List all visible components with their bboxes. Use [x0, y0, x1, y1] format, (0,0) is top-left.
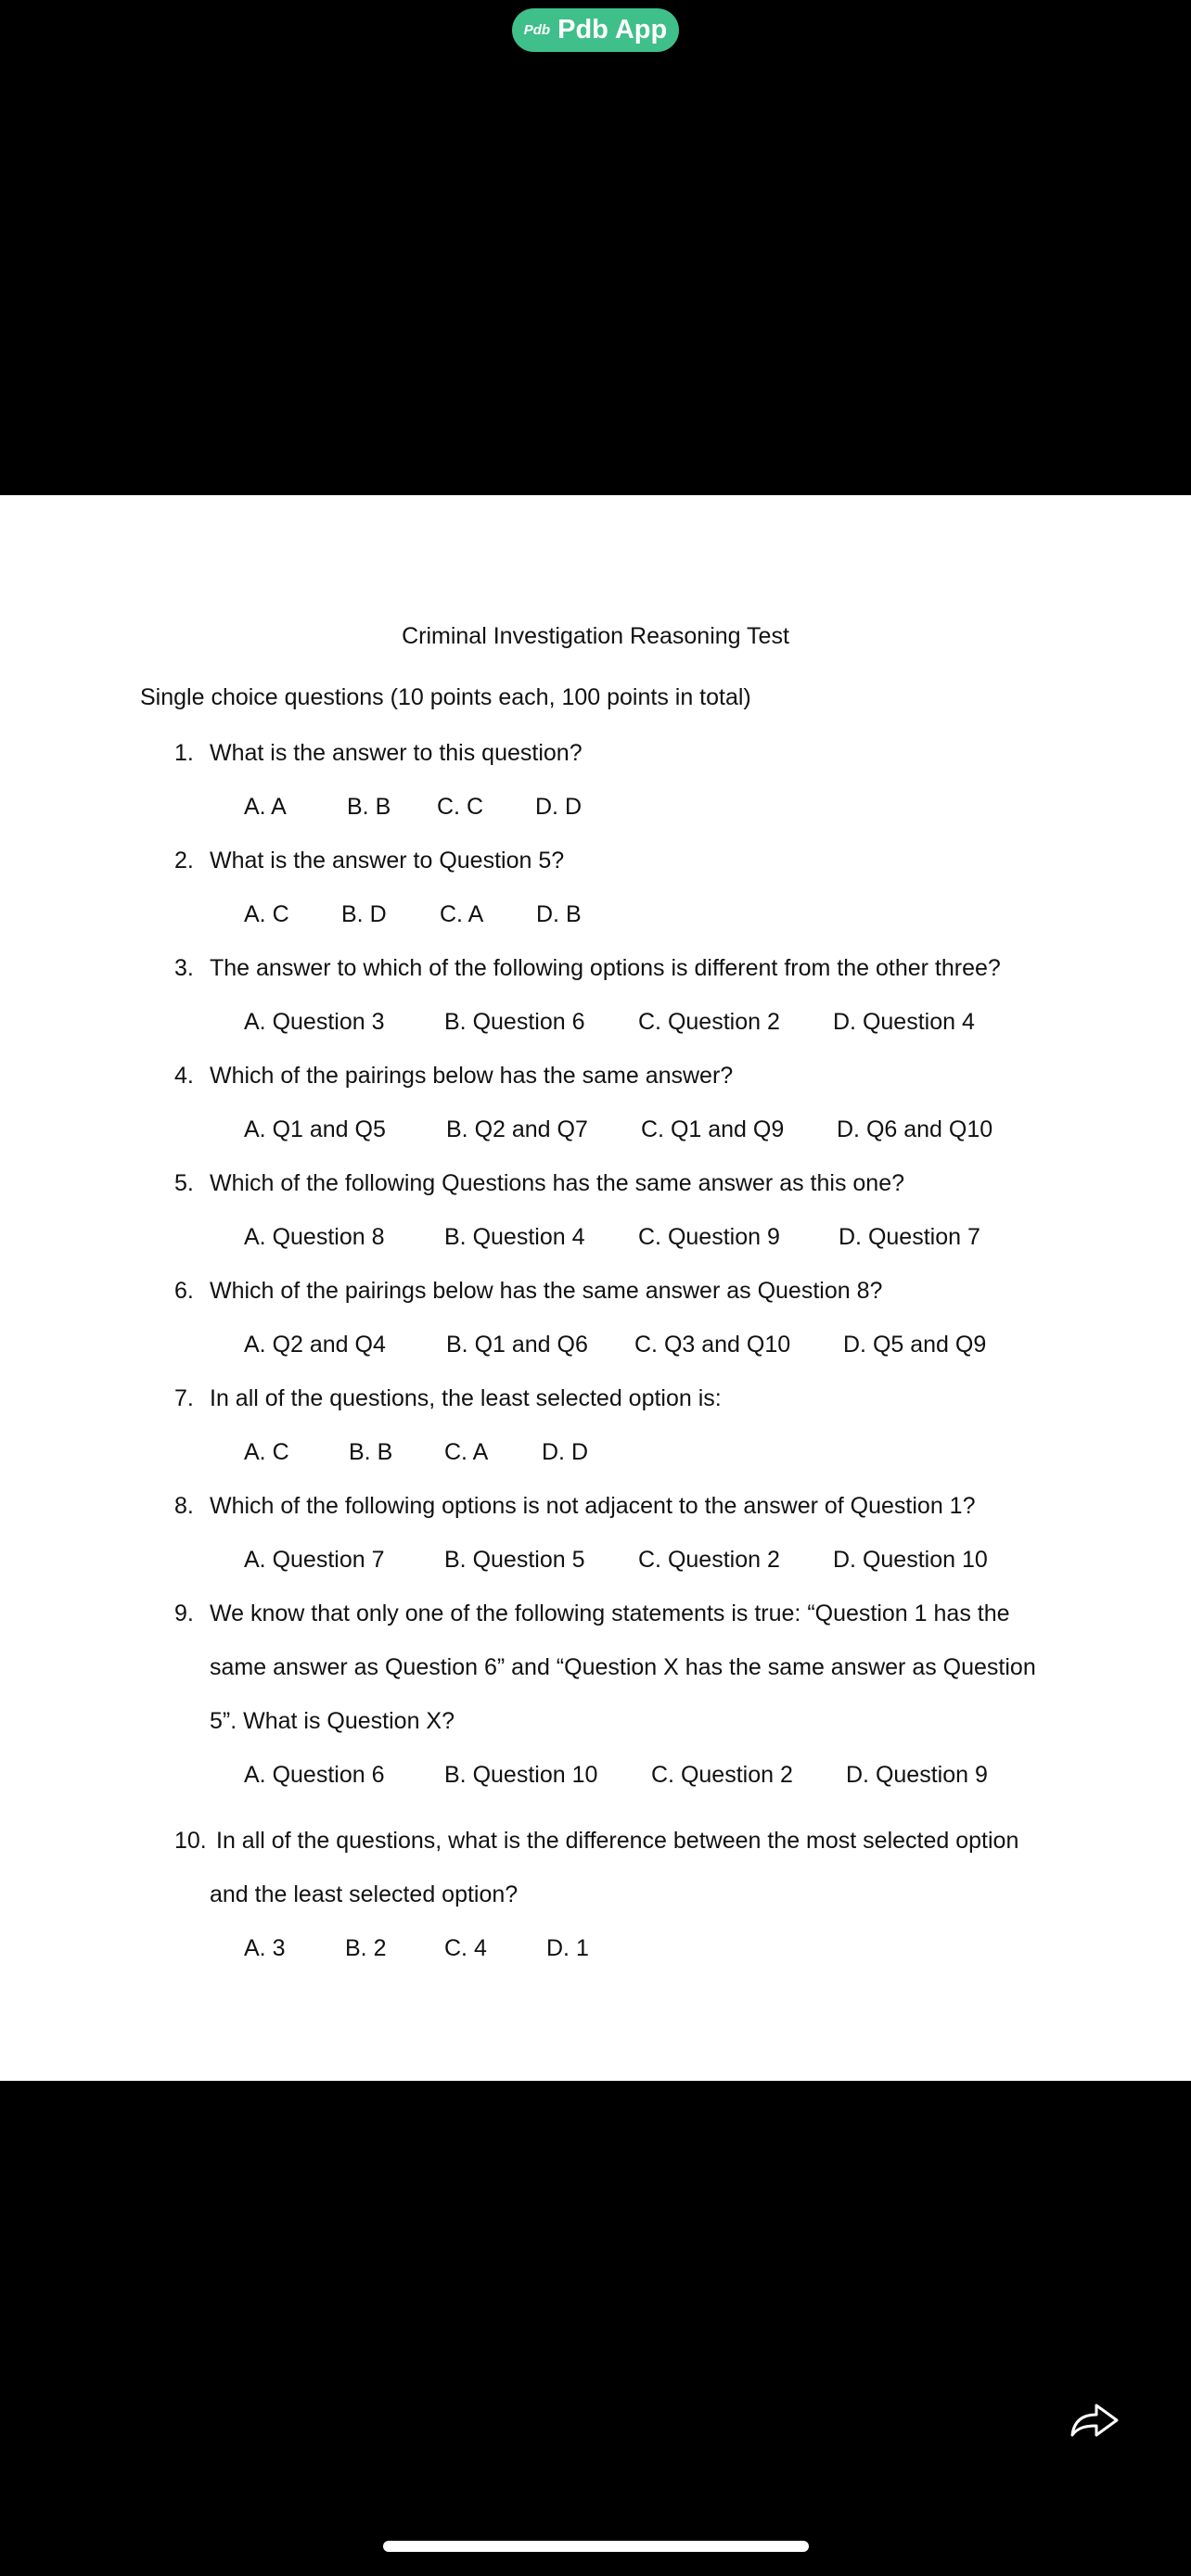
- question-text: What is the answer to Question 5?: [210, 848, 565, 874]
- question-text: Which of the following Questions has the same answer as this one?: [210, 1170, 905, 1196]
- question-text: In all of the questions, the least selected option is:: [210, 1385, 722, 1411]
- option-d: D. 1: [546, 1935, 589, 1961]
- home-indicator[interactable]: [383, 2541, 809, 2552]
- question-text: What is the answer to this question?: [210, 740, 583, 766]
- option-b: B. D: [341, 901, 387, 927]
- option-c: C. Question 9: [638, 1224, 780, 1250]
- question-number: 8.: [174, 1493, 194, 1519]
- option-c: C. 4: [444, 1935, 487, 1961]
- option-b: B. B: [347, 794, 391, 820]
- option-a: A. Question 3: [244, 1009, 385, 1035]
- option-a: A. 3: [244, 1935, 286, 1961]
- option-c: C. Question 2: [651, 1762, 793, 1788]
- option-a: A. Question 7: [244, 1547, 385, 1573]
- option-b: B. Question 10: [444, 1762, 598, 1788]
- document-title: Criminal Investigation Reasoning Test: [402, 623, 789, 649]
- question-number: 1.: [174, 740, 194, 766]
- pdb-app-badge[interactable]: [512, 8, 679, 52]
- option-d: D. B: [536, 901, 582, 927]
- document-page: [0, 495, 1191, 2081]
- option-c: C. Question 2: [638, 1009, 780, 1035]
- option-c: C. A: [440, 901, 484, 927]
- option-a: A. Q2 and Q4: [244, 1332, 386, 1358]
- question-number: 5.: [174, 1170, 194, 1196]
- option-b: B. Question 5: [444, 1547, 585, 1573]
- option-b: B. 2: [345, 1935, 387, 1961]
- option-b: B. Q1 and Q6: [446, 1332, 588, 1358]
- question-text: The answer to which of the following options is different from the other three?: [210, 955, 1001, 981]
- question-text-line-2: and the least selected option?: [210, 1881, 519, 1907]
- question-number: 2.: [174, 848, 194, 874]
- question-text-line-2: same answer as Question 6” and “Question X has the same answer as Question: [210, 1654, 1036, 1680]
- option-d: D. D: [542, 1439, 588, 1465]
- option-b: B. Question 4: [444, 1224, 585, 1250]
- option-c: C. Q3 and Q10: [634, 1332, 791, 1358]
- question-text-line-1: In all of the questions, what is the difference between the most selected option: [216, 1828, 1019, 1854]
- option-b: B. B: [349, 1439, 393, 1465]
- question-number: 4.: [174, 1063, 194, 1089]
- option-a: A. C: [244, 901, 289, 927]
- option-c: C. C: [437, 794, 483, 820]
- option-d: D. Question 7: [839, 1224, 980, 1250]
- option-a: A. Question 6: [244, 1762, 385, 1788]
- option-a: A. A: [244, 794, 287, 820]
- option-c: C. Q1 and Q9: [641, 1116, 785, 1142]
- question-text-line-3: 5”. What is Question X?: [210, 1708, 455, 1734]
- option-c: C. A: [444, 1439, 489, 1465]
- option-a: A. Question 8: [244, 1224, 385, 1250]
- section-heading: Single choice questions (10 points each, 100 points in total): [140, 684, 751, 710]
- option-d: D. Question 10: [833, 1547, 988, 1573]
- option-c: C. Question 2: [638, 1547, 780, 1573]
- option-d: D. Q5 and Q9: [843, 1332, 987, 1358]
- question-text: Which of the pairings below has the same answer?: [210, 1063, 734, 1089]
- option-d: D. Question 9: [846, 1762, 988, 1788]
- question-number: 9.: [174, 1600, 194, 1626]
- share-arrow-icon[interactable]: [1067, 2392, 1122, 2448]
- question-text-line-1: We know that only one of the following statements is true: “Question 1 has the: [210, 1600, 1010, 1626]
- question-number: 10.: [174, 1828, 207, 1854]
- question-number: 7.: [174, 1385, 194, 1411]
- question-number: 6.: [174, 1278, 194, 1304]
- option-a: A. Q1 and Q5: [244, 1116, 386, 1142]
- option-a: A. C: [244, 1439, 289, 1465]
- option-d: D. D: [535, 794, 582, 820]
- question-number: 3.: [174, 955, 194, 981]
- option-d: D. Question 4: [833, 1009, 975, 1035]
- question-text: Which of the pairings below has the same answer as Question 8?: [210, 1278, 883, 1304]
- question-text: Which of the following options is not adjacent to the answer of Question 1?: [210, 1493, 976, 1519]
- option-b: B. Q2 and Q7: [446, 1116, 588, 1142]
- option-b: B. Question 6: [444, 1009, 585, 1035]
- app-name: Pdb App: [557, 15, 668, 45]
- option-d: D. Q6 and Q10: [837, 1116, 993, 1142]
- pdb-logo: Pdb: [523, 22, 551, 38]
